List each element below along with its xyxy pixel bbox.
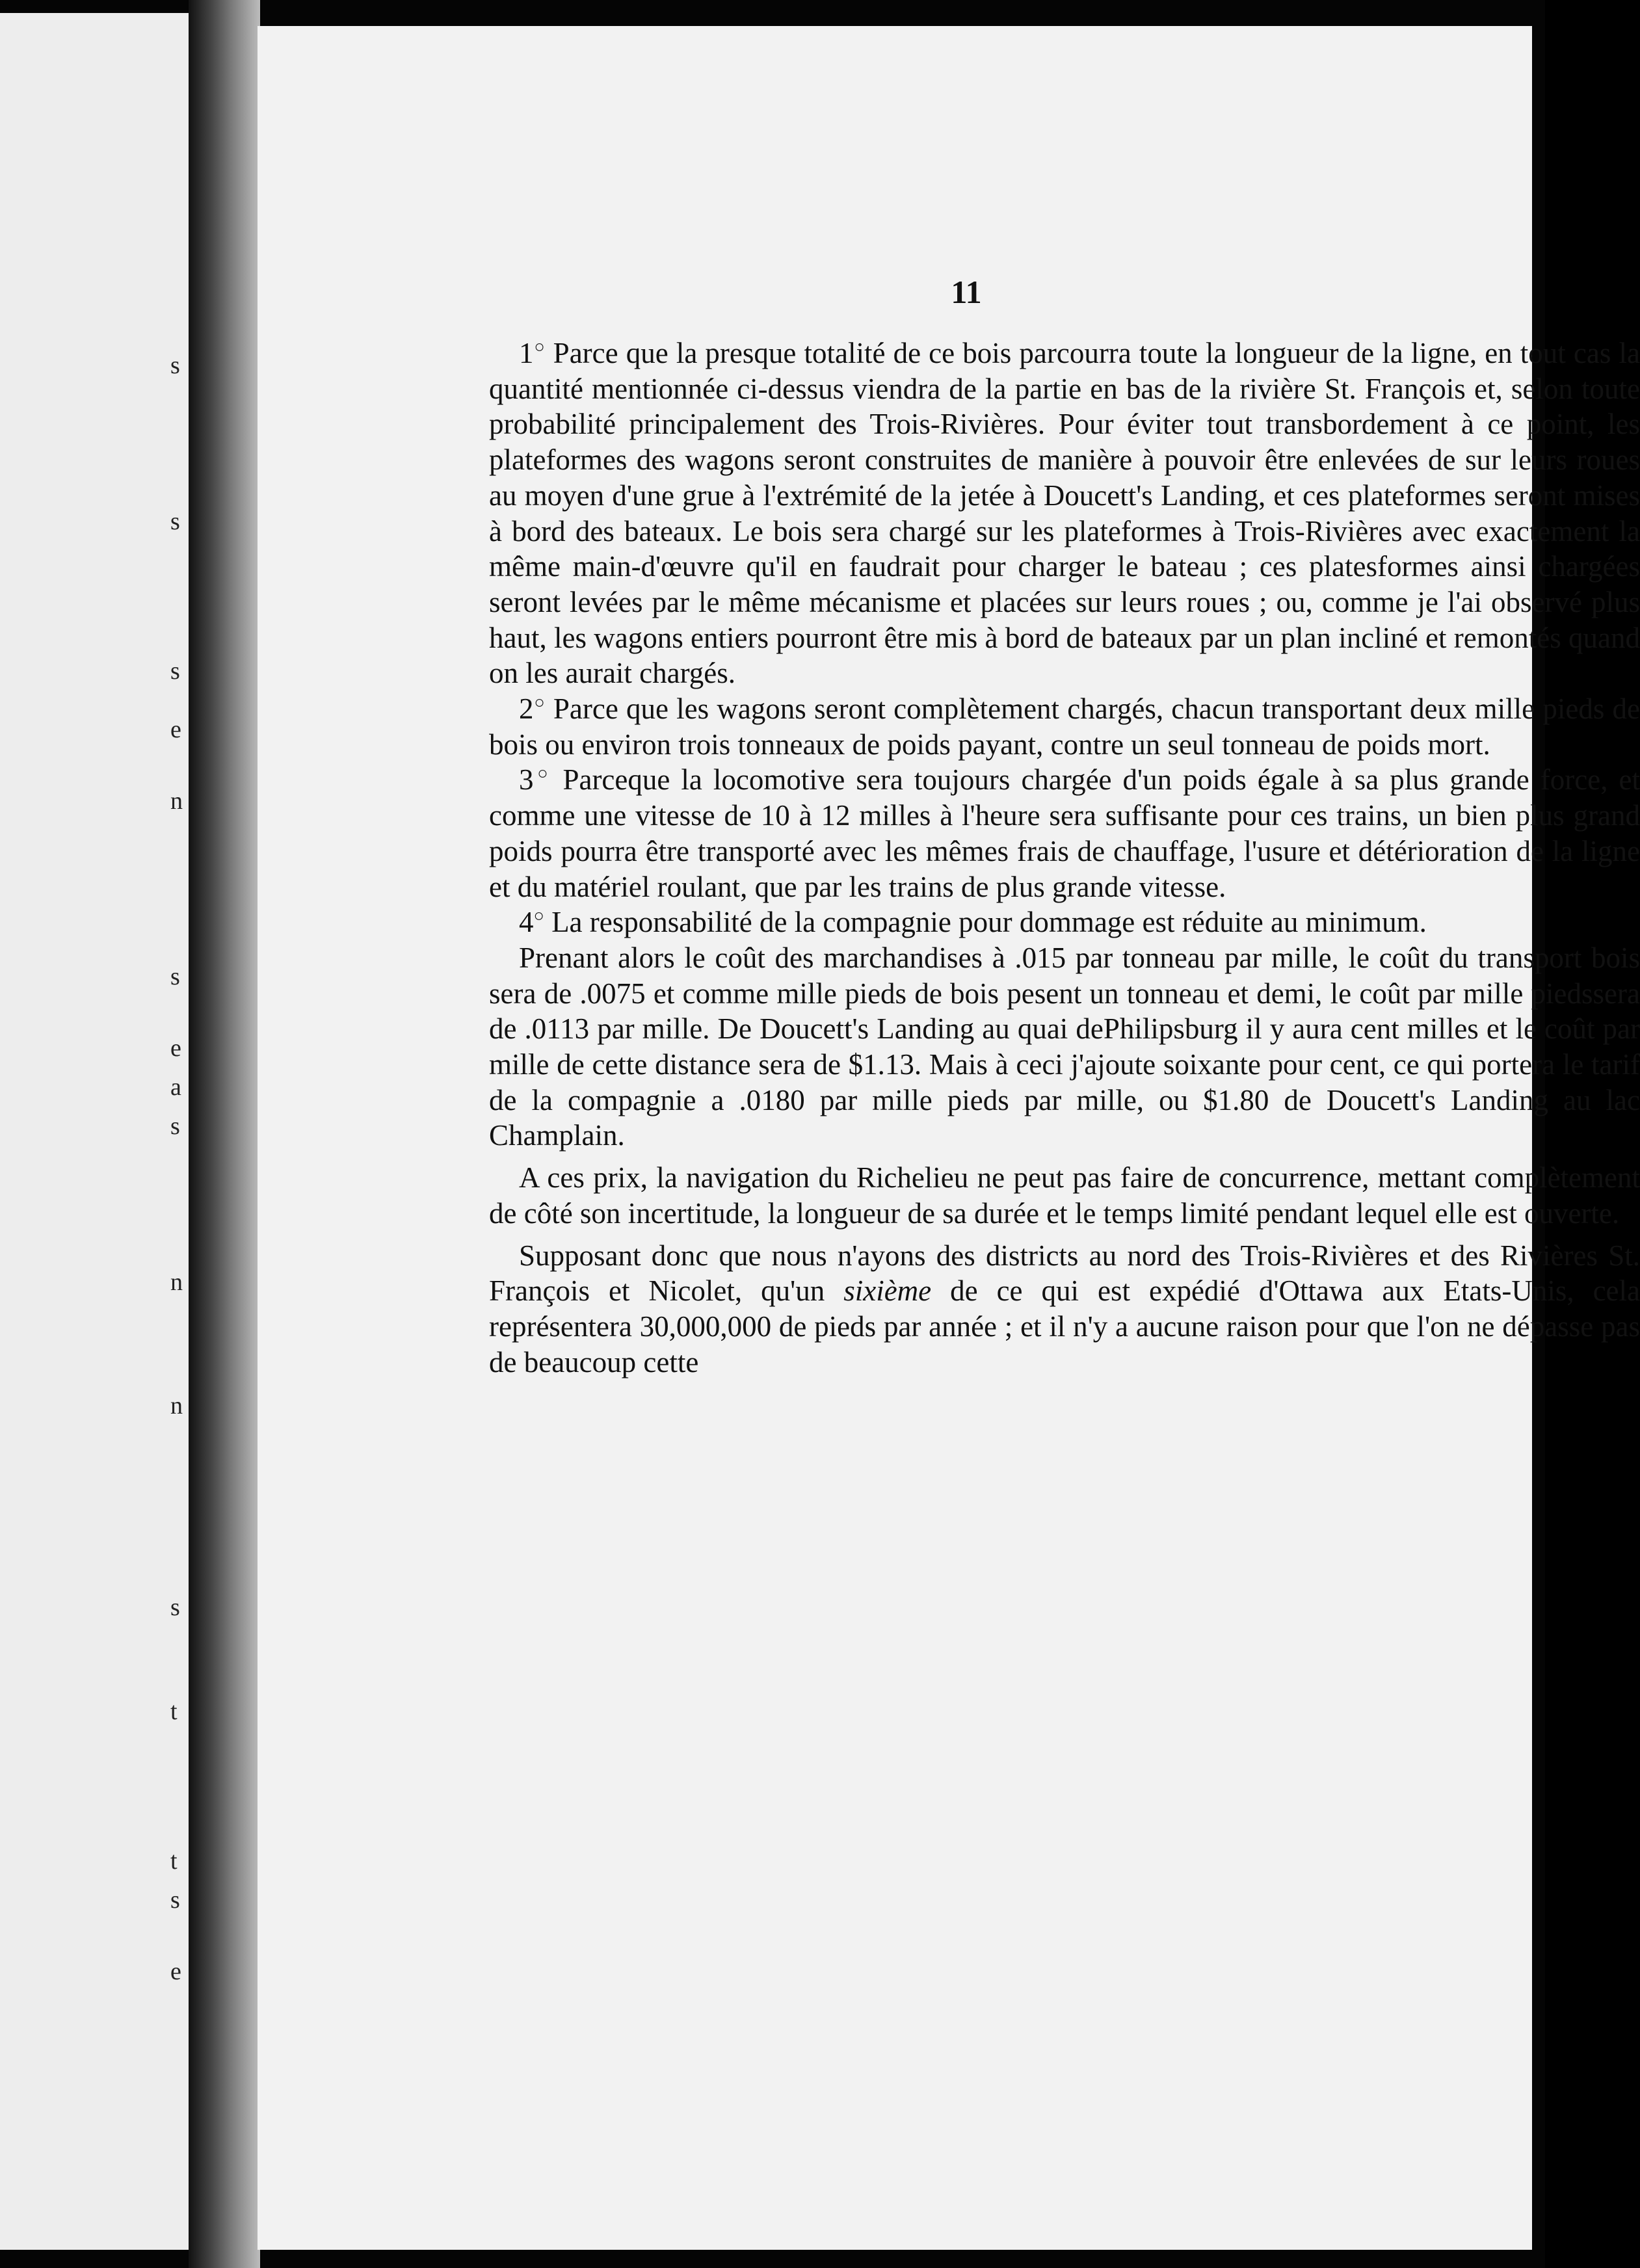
paragraph-text: A ces prix, la navigation du Richelieu ne peut pas faire de concurrence, mettant complètement de côté son incertitude, la longueur de sa durée et le temps limité pendant lequel elle est ouverte. — [489, 1161, 1640, 1230]
paragraph-text: Parce que les wagons seront complètement chargés, chacun transportant deux mille pieds de bois ou environ trois tonneaux de poids payant, contre un seul tonneau de poids mort. — [489, 692, 1640, 761]
numero-mark: ○ — [533, 906, 544, 926]
margin-fragment: s — [170, 963, 180, 990]
paragraph-text: Parce que la presque totalité de ce bois parcourra toute la longueur de la ligne, en tout cas la quantité mentionnée ci-dessus viendra de la partie en bas de la rivière St. François et, selon toute probabilité principalement des Trois-Rivières. Pour éviter tout transbordement à ce point, les plateformes des wagons seront construites de manière à pouvoir être enlevées de sur leurs roues au moyen d'une grue à l'extrémité de la jetée à Doucett's Landing, et ces plateformes seront mises à bord des bateaux. Le bois sera chargé sur les plateformes à Trois-Rivières avec exactement la même main-d'œuvre qu'il en faudrait pour charger le bateau ; ces platesformes ainsi chargées seront levées par le même mécanisme et placées sur leurs roues ; ou, comme je l'ai observé plus haut, les wagons entiers pourront être mis à bord de bateaux par un plan incliné et remontés quand on les aurait chargés. — [489, 337, 1640, 690]
paragraph-text: Prenant alors le coût des marchandises à .015 par tonneau par mille, le coût du transport bois sera de .0075 et comme mille pieds de bois pesent un tonneau et demi, le coût par mille piedssera de .0113 par mille. De Doucett's Landing au quai dePhilipsburg il y aura cent milles et le coût par mille de cette distance sera de $1.13. Mais à ceci j'ajoute soixante pour cent, ce qui portera le tarif de la compagnie a .0180 par mille pieds par mille, ou $1.80 de Doucett's Landing au lac Champlain. — [489, 941, 1640, 1152]
margin-fragment: s — [170, 352, 180, 379]
previous-page-edge — [0, 13, 189, 2250]
numero-mark: ○ — [533, 337, 546, 356]
numero-mark: ○ — [533, 692, 546, 713]
paragraph-number: 2 — [519, 692, 534, 726]
margin-fragment: n — [170, 1269, 183, 1296]
paragraph-text: Parceque la locomotive sera toujours chargée d'un poids égale à sa plus grande force, et comme une vitesse de 10 à 12 milles à l'heure sera suffisante pour ces trains, un bien plus grand poids pourra être transporté avec les mêmes frais de chauffage, l'usure et détérioration de la ligne et du matériel roulant, que par les trains de plus grande vitesse. — [489, 763, 1640, 903]
margin-fragment: a — [170, 1074, 181, 1101]
numero-mark: ○ — [533, 763, 552, 784]
paragraph-1 — [489, 336, 1640, 691]
margin-fragment: s — [170, 1113, 180, 1140]
emphasized-word: sixième — [843, 1274, 932, 1308]
margin-fragment: s — [170, 508, 180, 535]
paragraph-text: Supposant donc que nous n'ayons des districts au nord des Trois-Rivières et des Rivières St. François et Nicolet, qu'un — [489, 1239, 1640, 1308]
paragraph-7 — [489, 1238, 1640, 1380]
margin-fragment: n — [170, 1392, 183, 1419]
margin-fragment: e — [170, 1035, 181, 1062]
paragraph-number: 4 — [519, 906, 534, 939]
paragraph-text: La responsabilité de la compagnie pour dommage est réduite au minimum. — [544, 906, 1427, 939]
page-body — [489, 336, 1640, 1380]
margin-fragment: t — [170, 1698, 178, 1725]
page-number: 11 — [951, 274, 982, 310]
paragraph-6 — [489, 1160, 1640, 1231]
paragraph-5 — [489, 940, 1640, 1154]
paragraph-2 — [489, 691, 1640, 762]
margin-fragment: s — [170, 657, 180, 685]
paragraph-3 — [489, 762, 1640, 904]
margin-fragment: e — [170, 1958, 181, 1985]
paragraph-number: 3 — [519, 763, 534, 797]
margin-fragment: s — [170, 1886, 180, 1914]
margin-fragment: t — [170, 1847, 178, 1875]
book-gutter — [189, 0, 260, 2268]
paragraph-4 — [489, 904, 1640, 940]
margin-fragment: s — [170, 1594, 180, 1621]
margin-fragment: n — [170, 787, 183, 815]
document-page — [258, 26, 1640, 2250]
paragraph-text: de ce qui est expédié d'Ottawa aux Etats-Unis, cela représentera 30,000,000 de pieds par année ; et il n'y a aucune raison pour que l'on ne dépasse pas de beaucoup cette — [489, 1274, 1640, 1378]
paragraph-number: 1 — [519, 337, 534, 369]
margin-fragment: e — [170, 716, 181, 743]
